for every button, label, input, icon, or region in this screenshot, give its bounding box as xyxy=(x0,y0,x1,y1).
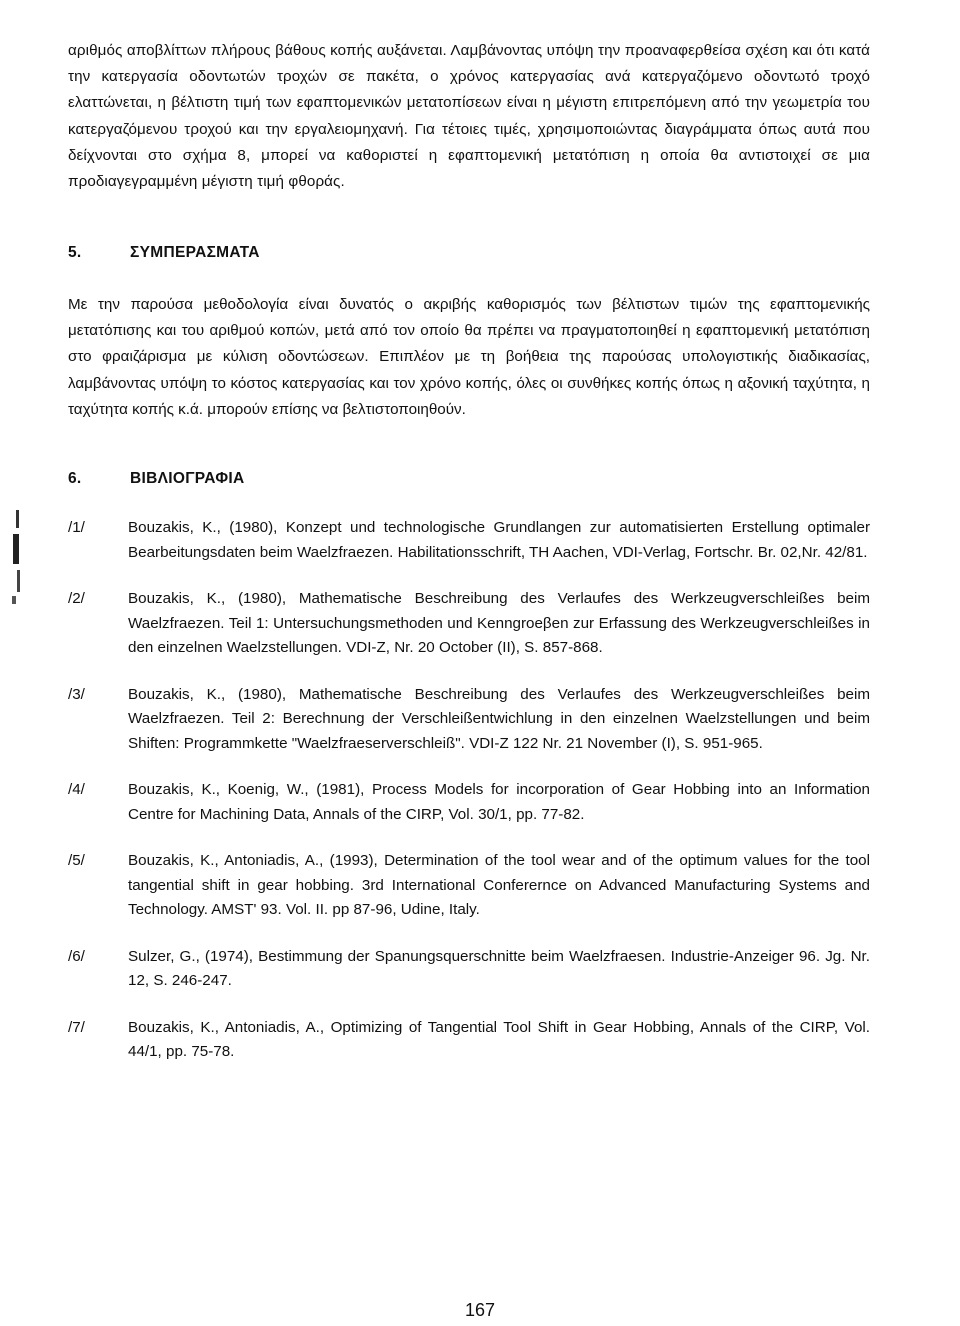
reference-text: Bouzakis, K., Antoniadis, A., (1993), Determination of the tool wear and of the optimum values for the tool tangential shift in gear hobbing. 3rd International Conferernce on Advanced Manufacturing Systems and Technology. AMST' 93. Vol. II. pp 87-96, Udine, Italy. xyxy=(128,852,870,918)
reference-tag: /4/ xyxy=(68,781,85,798)
reference-tag: /7/ xyxy=(68,1018,85,1036)
reference-text: Bouzakis, K., (1980), Mathematische Beschreibung des Verlaufes des Werkzeugverschleißes beim Waelzfraezen. Teil 2: Berechnung der Verschleißentwichlung in den einzelnen Waelzstellungen und beim Shiften: Programmkette "Waelzfraeserverschleiß". VDI-Z 122 Nr. 21 November (I), S. 951-965. xyxy=(128,685,870,752)
reference-tag: /5/ xyxy=(68,852,85,869)
reference-item xyxy=(68,516,870,565)
section-heading-conclusions xyxy=(68,244,260,262)
reference-tag: /3/ xyxy=(68,685,85,703)
reference-text: Bouzakis, K., (1980), Mathematische Beschreibung des Verlaufes des Werkzeugverschleißes beim Waelzfraezen. Teil 1: Untersuchungsmethoden und Kenngroeβen zur Erfassung des Werkzeugverschleißes in den einzelnen Waelzstellungen. VDI-Z, Nr. 20 October (II), S. 857-868. xyxy=(128,590,870,656)
reference-list xyxy=(68,516,870,1087)
section-number: 6. xyxy=(68,470,82,487)
section-heading-bibliography xyxy=(68,470,245,488)
section-title: ΣΥΜΠΕΡΑΣΜΑΤΑ xyxy=(130,244,260,261)
reference-text: Sulzer, G., (1974), Bestimmung der Spanungsquerschnitte beim Waelzfraesen. Industrie-Anzeiger 96. Jg. Nr. 12, S. 246-247. xyxy=(128,947,870,989)
reference-tag: /6/ xyxy=(68,947,85,965)
reference-text: Bouzakis, K., Koenig, W., (1981), Process Models for incorporation of Gear Hobbing into an Information Centre for Machining Data, Annals of the CIRP, Vol. 30/1, pp. 77-82. xyxy=(128,781,870,823)
page-number: 167 xyxy=(464,1300,496,1320)
reference-item xyxy=(68,945,870,994)
reference-tag: /2/ xyxy=(68,590,85,607)
reference-item xyxy=(68,587,870,661)
section-number: 5. xyxy=(68,244,82,261)
section-title: ΒΙΒΛΙΟΓΡΑΦΙΑ xyxy=(130,470,245,487)
reference-text: Bouzakis, K., (1980), Konzept und technologische Grundlangen zur automatisierten Erstellung optimaler Bearbeitungsdaten beim Waelzfraezen. Habilitationsschrift, TH Aachen, VDI-Verlag, Fortschr. Br. 02,Nr. 42/81. xyxy=(128,519,870,561)
conclusions-paragraph: Με την παρούσα μεθοδολογία είναι δυνατός ο ακριβής καθορισμός των βέλτιστων τιμών της εφαπτομενικής μετατόπισης και του αριθμού κοπών, μετά από τον οποίο θα πρέπει να πραγματοποιηθεί η εφαπτομενική μετατόπιση στο φραιζάρισμα με κύλιση οδοντώσεων. Επιπλέον με τη βοήθεια της παρούσας υπολογιστικής διαδικασίας, λαμβάνοντας υπόψη το κόστος κατεργασίας και τον χρόνο κοπής, όλες οι συνθήκες κοπής όπως η αξονική ταχύτητα, η ταχύτητα κοπής κ.ά. μπορούν επίσης να βελτιστοποιηθούν. xyxy=(68,296,870,418)
reference-item xyxy=(68,1016,870,1065)
scan-edge-mark xyxy=(8,500,26,610)
reference-tag: /1/ xyxy=(68,519,85,536)
reference-text: Bouzakis, K., Antoniadis, A., Optimizing of Tangential Tool Shift in Gear Hobbing, Annals of the CIRP, Vol. 44/1, pp. 75-78. xyxy=(128,1018,870,1060)
reference-item xyxy=(68,849,870,923)
intro-paragraph: αριθμός αποβλίττων πλήρους βάθους κοπής αυξάνεται. Λαμβάνοντας υπόψη την προαναφερθείσα σχέση και ότι κατά την κατεργασία οδοντωτών τροχών σε πακέτα, ο χρόνος κατεργασίας ανά κατεργαζόμενο οδοντωτό τροχό ελαττώνεται, η βέλτιστη τιμή των εφαπτομενικών μετατοπίσεων είναι η μέγιστη επιτρεπόμενη από την γεωμετρία του κατεργαζόμενου τροχού και την εργαλειομηχανή. Για τέτοιες τιμές, χρησιμοποιώντας διαγράμματα όπως αυτά που δείχνονται στο σχήμα 8, μπορεί να καθοριστεί η εφαπτομενική μετατόπιση η οποία θα αντιστοιχεί σε μια προδιαγεγραμμένη μέγιστη τιμή φθοράς. xyxy=(68,42,870,191)
reference-item xyxy=(68,778,870,827)
reference-item xyxy=(68,683,870,757)
